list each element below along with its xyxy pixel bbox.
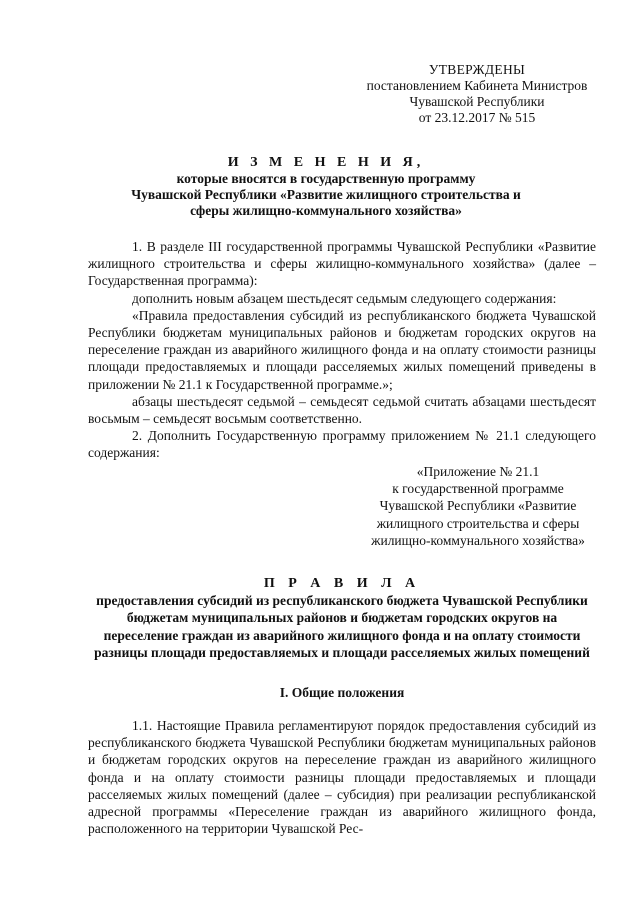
section-body xyxy=(88,717,596,837)
approval-block xyxy=(352,62,602,126)
paragraph-3: «Правила предоставления субсидий из республиканского бюджета Чувашской Республики бюджетам муниципальных районов и бюджетам городских округов на переселение граждан из аварийного жилищного фонда и на оплату стоимости разницы площади предоставляемых и площади расселяемых жилых помещений приведены в приложении № 21.1 к Государственной программе.»; xyxy=(88,307,596,392)
changes-body xyxy=(88,238,596,462)
rules-title-text: предоставления субсидий из республиканского бюджета Чувашской Республики бюджетам муниципальных районов и бюджетам городских округов на переселение граждан из аварийного жилищного фонда и на оплату стоимости разницы площади предоставляемых и площади расселяемых жилых помещений xyxy=(94,593,590,660)
changes-title-line-3: сферы жилищно-коммунального хозяйства» xyxy=(190,203,462,218)
rules-title-word: П Р А В И Л А xyxy=(263,576,421,591)
changes-title-line-1: которые вносятся в государственную программу xyxy=(176,171,476,186)
approval-line-1: постановлением Кабинета Министров xyxy=(366,78,588,93)
appendix-reference-line-1: «Приложение № 21.1 xyxy=(416,464,540,479)
paragraph-2: дополнить новым абзацем шестьдесят седьмым следующего содержания: xyxy=(132,290,557,306)
approval-heading: УТВЕРЖДЕНЫ xyxy=(428,62,526,77)
paragraph-4: абзацы шестьдесят седьмой – семьдесят седьмой считать абзацами шестьдесят восьмым – семьдесят восьмым соответственно. xyxy=(88,393,596,427)
changes-title xyxy=(88,155,564,219)
approval-line-2: Чувашской Республики xyxy=(409,94,545,109)
paragraph-1: 1. В разделе III государственной программы Чувашской Республики «Развитие жилищного строительства и сферы жилищно-коммунального хозяйства» (далее – Государственная программа): xyxy=(88,239,596,289)
changes-title-line-2: Чувашской Республики «Развитие жилищного строительства и xyxy=(131,187,521,202)
appendix-reference-line-2: к государственной программе Чувашской Республики «Развитие жилищного строительства и сферы жилищно-коммунального хозяйства» xyxy=(371,481,585,548)
rules-title xyxy=(88,575,596,661)
approval-line-3: от 23.12.2017 № 515 xyxy=(418,110,536,125)
section-paragraph-1-1: 1.1. Настоящие Правила регламентируют порядок предоставления субсидий из республиканского бюджета Чувашской Республики бюджетам муниципальных районов и бюджетам городских округов на переселение граждан из аварийного жилищного фонда и на оплату стоимости разницы площади предоставляемых и площади расселяемых жилых помещений (далее – субсидия) при реализации республиканской адресной программы «Переселение граждан из аварийного жилищного фонда, расположенного на территории Чувашской Рес- xyxy=(88,718,596,837)
section-heading: I. Общие положения xyxy=(279,685,405,700)
paragraph-5: 2. Дополнить Государственную программу приложением № 21.1 следующего содержания: xyxy=(88,428,596,461)
changes-title-word: И З М Е Н Е Н И Я, xyxy=(227,155,425,170)
appendix-reference xyxy=(360,463,596,549)
